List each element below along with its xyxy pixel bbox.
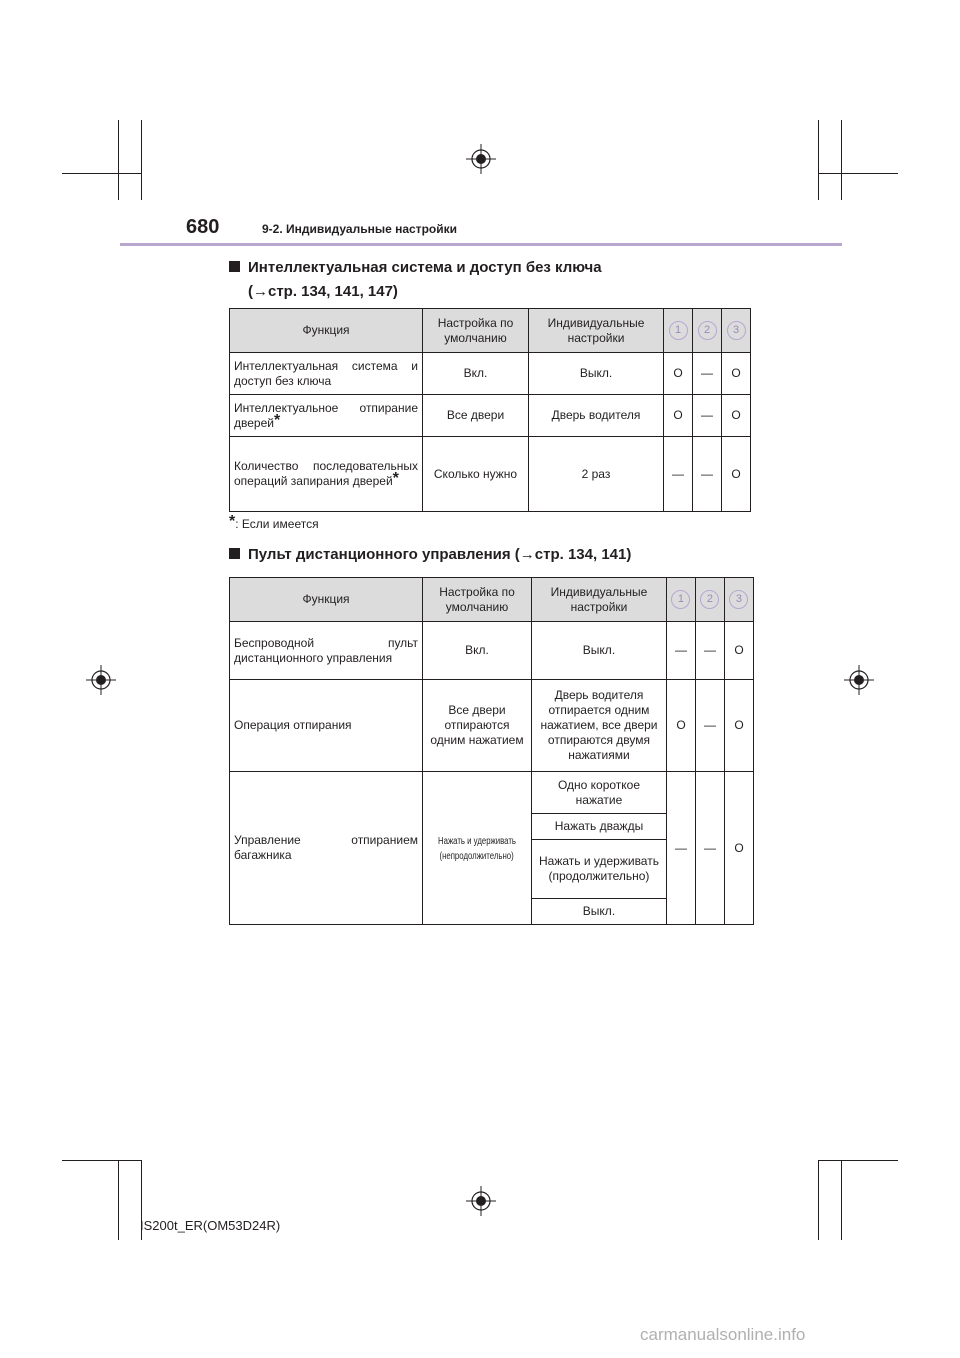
- method-2-cell: —: [695, 680, 724, 772]
- header-rule: [120, 243, 842, 246]
- default-cell: Вкл.: [423, 622, 532, 680]
- custom-cell: Выкл.: [529, 353, 664, 395]
- circled-1-icon: 1: [671, 590, 690, 609]
- custom-option-cell: Одно короткое нажатие: [531, 772, 666, 814]
- method-2-cell: —: [695, 622, 724, 680]
- col-method-1: [664, 309, 693, 353]
- table-row: [230, 353, 751, 395]
- default-cell: Сколько нужно: [423, 437, 529, 512]
- circled-3-icon: 3: [729, 590, 748, 609]
- method-2-cell: —: [695, 772, 724, 925]
- method-2-cell: —: [693, 437, 722, 512]
- default-line-2: (непродолжительно): [439, 851, 515, 862]
- circled-2-icon: 2: [698, 321, 717, 340]
- method-3-cell: O: [722, 437, 751, 512]
- crop-mark: [841, 1160, 842, 1240]
- table-row: [230, 395, 751, 437]
- function-text: Количество последовательных операций запирания дверей: [234, 459, 418, 488]
- crop-mark: [62, 173, 142, 174]
- function-text: Интеллектуальное отпирание дверей: [234, 400, 418, 430]
- method-1-cell: —: [666, 622, 695, 680]
- method-3-cell: O: [722, 353, 751, 395]
- crop-mark: [118, 120, 119, 200]
- default-cell: Вкл.: [423, 353, 529, 395]
- function-cell: Операция отпирания: [230, 680, 423, 772]
- registration-mark-icon: [844, 665, 874, 695]
- crop-mark: [818, 173, 898, 174]
- registration-mark-icon: [466, 1186, 496, 1216]
- asterisk-mark: *: [229, 513, 236, 530]
- function-cell: Беспроводной пульт дистанционного управления: [230, 622, 423, 680]
- crop-mark: [818, 120, 819, 200]
- col-default: Настройка по умолчанию: [423, 309, 529, 353]
- crop-mark: [818, 1160, 819, 1240]
- table-header-row: [230, 578, 754, 622]
- square-bullet-icon: [229, 548, 240, 559]
- method-1-cell: O: [664, 353, 693, 395]
- table-row: [230, 772, 754, 814]
- col-method-1: [666, 578, 695, 622]
- method-3-cell: O: [724, 772, 753, 925]
- table-header-row: [230, 309, 751, 353]
- square-bullet-icon: [229, 261, 240, 272]
- col-method-3: [724, 578, 753, 622]
- footnote: [229, 513, 319, 531]
- section1-ref: (→стр. 134, 141, 147): [248, 283, 398, 300]
- crop-mark: [62, 1160, 142, 1161]
- custom-option-cell: Нажать дважды: [531, 814, 666, 840]
- function-cell: Управление отпиранием багажника: [230, 772, 423, 925]
- custom-cell: 2 раз: [529, 437, 664, 512]
- method-1-cell: O: [664, 395, 693, 437]
- method-2-cell: —: [693, 353, 722, 395]
- section-title: 9-2. Индивидуальные настройки: [262, 222, 457, 236]
- section1-title: Интеллектуальная система и доступ без ключа: [248, 259, 602, 276]
- table-row: [230, 680, 754, 772]
- default-cell: Все двери: [423, 395, 529, 437]
- page-number: 680: [186, 216, 220, 238]
- crop-mark: [141, 120, 142, 200]
- method-3-cell: O: [722, 395, 751, 437]
- circled-3-icon: 3: [727, 321, 746, 340]
- method-2-cell: —: [693, 395, 722, 437]
- section1-heading: [229, 256, 602, 280]
- section2-heading: [229, 543, 631, 567]
- custom-option-cell: Выкл.: [531, 899, 666, 925]
- table-row: [230, 437, 751, 512]
- function-cell: [230, 395, 423, 437]
- method-1-cell: O: [666, 680, 695, 772]
- crop-mark: [818, 1160, 898, 1161]
- function-cell: [230, 437, 423, 512]
- crop-mark: [841, 120, 842, 200]
- section2-title: Пульт дистанционного управления (→стр. 134, 141): [248, 546, 632, 563]
- custom-option-cell: Нажать и удерживать (продолжительно): [531, 840, 666, 899]
- asterisk-mark: *: [392, 470, 399, 487]
- watermark: carmanualsonline.info: [640, 1325, 806, 1344]
- col-function: Функция: [230, 578, 423, 622]
- method-3-cell: O: [724, 680, 753, 772]
- circled-2-icon: 2: [700, 590, 719, 609]
- method-1-cell: —: [664, 437, 693, 512]
- circled-1-icon: 1: [669, 321, 688, 340]
- col-function: Функция: [230, 309, 423, 353]
- default-line-1: Нажать и удерживать: [437, 836, 516, 847]
- col-custom: Индивидуальные настройки: [529, 309, 664, 353]
- col-default: Настройка по умолчанию: [423, 578, 532, 622]
- settings-table-1: [229, 308, 751, 512]
- table-row: [230, 622, 754, 680]
- col-method-3: [722, 309, 751, 353]
- custom-cell: Дверь водителя отпирается одним нажатием, все двери отпираются двумя нажатиями: [531, 680, 666, 772]
- asterisk-mark: *: [273, 411, 281, 429]
- col-method-2: [695, 578, 724, 622]
- document-code: IS200t_ER(OM53D24R): [140, 1218, 281, 1233]
- default-cell: Все двери отпираются одним нажатием: [423, 680, 532, 772]
- settings-table-2: [229, 577, 754, 925]
- col-method-2: [693, 309, 722, 353]
- default-cell: [423, 772, 532, 925]
- footnote-text: : Если имеется: [235, 517, 319, 531]
- method-3-cell: O: [724, 622, 753, 680]
- method-1-cell: —: [666, 772, 695, 925]
- registration-mark-icon: [466, 144, 496, 174]
- col-custom: Индивидуальные настройки: [531, 578, 666, 622]
- crop-mark: [118, 1160, 119, 1240]
- custom-cell: Выкл.: [531, 622, 666, 680]
- custom-cell: Дверь водителя: [529, 395, 664, 437]
- registration-mark-icon: [86, 665, 116, 695]
- function-cell: Интеллектуальная система и доступ без ключа: [230, 353, 423, 395]
